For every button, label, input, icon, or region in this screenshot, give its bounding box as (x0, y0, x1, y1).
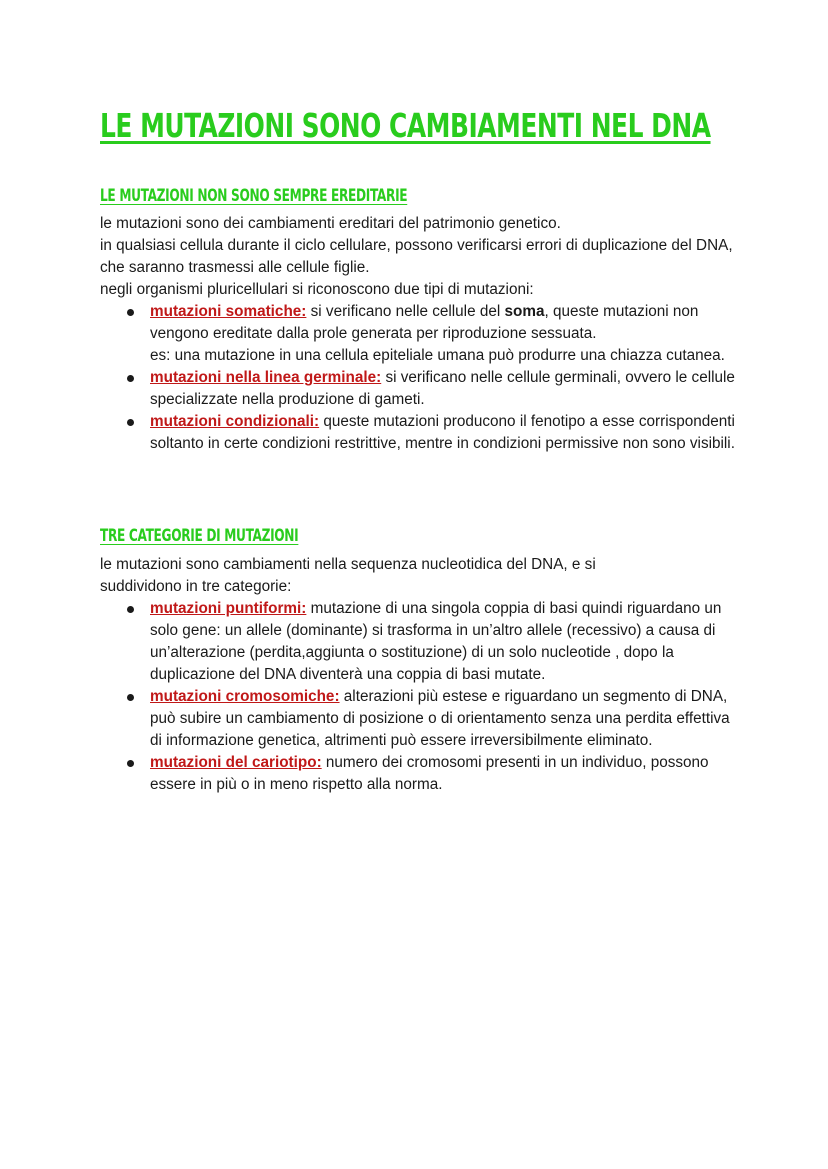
term-label: mutazioni nella linea germinale: (150, 369, 382, 386)
term-label: mutazioni del cariotipo: (150, 754, 322, 771)
bullet-icon (127, 309, 134, 316)
bullet-icon (127, 375, 134, 382)
section-body-ereditarie (100, 213, 740, 455)
term-label: mutazioni cromosomiche: (150, 688, 340, 705)
paragraph: negli organismi pluricellulari si riconoscono due tipi di mutazioni: (100, 281, 534, 298)
list-item-cariotipo (100, 752, 740, 796)
definition-text: queste mutazioni producono il fenotipo a esse corrispondenti soltanto in certe condizioni restrittive, mentre in condizioni permissive non sono visibili. (150, 413, 735, 452)
paragraph: le mutazioni sono dei cambiamenti ereditari del patrimonio genetico. (100, 215, 561, 232)
definition-text: si verificano nelle cellule germinali, ovvero le cellule specializzate nella produzione di gameti. (150, 369, 735, 408)
term-label: mutazioni condizionali: (150, 413, 320, 430)
term-label: mutazioni puntiformi: (150, 600, 307, 617)
paragraph: in qualsiasi cellula durante il ciclo cellulare, possono verificarsi errori di duplicazione del DNA, che saranno trasmessi alle cellule figlie. (100, 237, 733, 276)
page-title: LE MUTAZIONI SONO CAMBIAMENTI NEL DNA (100, 106, 711, 145)
paragraph: le mutazioni sono cambiamenti nella sequenza nucleotidica del DNA, e si suddividono in tre categorie: (100, 556, 596, 595)
term-label: mutazioni somatiche: (150, 303, 307, 320)
list-item-cromosomiche (100, 686, 740, 752)
definition-text: numero dei cromosomi presenti in un individuo, possono essere in più o in meno rispetto alla norma. (150, 754, 709, 793)
example-note: es: una mutazione in una cellula epiteliale umana può produrre una chiazza cutanea. (150, 347, 725, 364)
section-body-categorie (100, 554, 740, 796)
section-heading-categorie: TRE CATEGORIE DI MUTAZIONI (100, 526, 299, 545)
list-item-somatiche (100, 301, 740, 367)
bullet-icon (127, 606, 134, 613)
bullet-icon (127, 760, 134, 767)
mutation-categories-list (100, 598, 740, 796)
mutation-types-list (100, 301, 740, 455)
list-item-germinale (100, 367, 740, 411)
bullet-icon (127, 419, 134, 426)
list-item-condizionali (100, 411, 740, 455)
list-item-puntiformi (100, 598, 740, 686)
definition-text: mutazione di una singola coppia di basi quindi riguardano un solo gene: un allele (dominante) si trasforma in un’altro allele (recessivo) a causa di un’alterazione (perdita,aggiunta o sostituzione) di un solo nucleotide , dopo la duplicazione del DNA diventerà una coppia di basi mutate. (150, 600, 722, 683)
section-heading-ereditarie: LE MUTAZIONI NON SONO SEMPRE EREDITARIE (100, 186, 408, 205)
definition-text: , queste mutazioni non vengono ereditate dalla prole generata per riproduzione sessuata. (150, 303, 699, 342)
definition-text: alterazioni più estese e riguardano un segmento di DNA, può subire un cambiamento di posizione o di orientamento senza una perdita effettiva di informazione genetica, altrimenti può essere irreversibilmente eliminato. (150, 688, 730, 749)
bullet-icon (127, 694, 134, 701)
bold-term: soma (504, 303, 545, 320)
definition-text: si verificano nelle cellule del (306, 303, 505, 320)
